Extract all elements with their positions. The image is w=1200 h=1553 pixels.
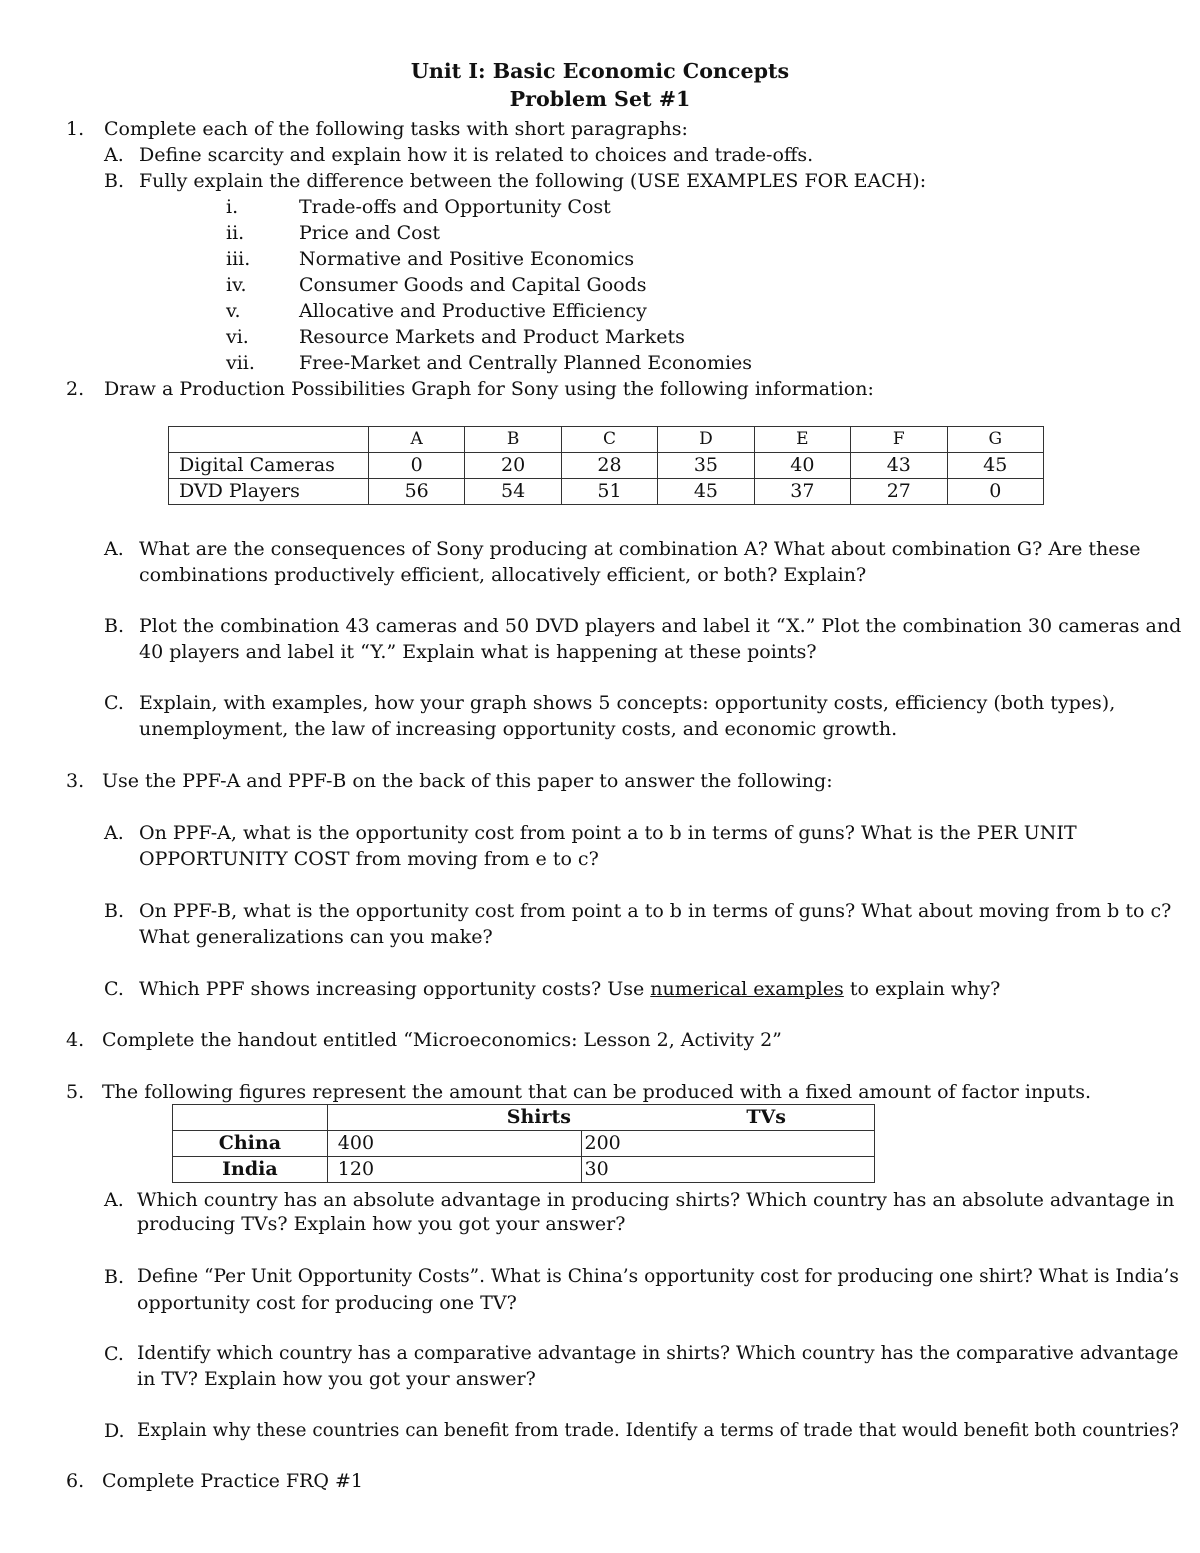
table-header-cell: B [465,427,561,453]
table-header-row [169,427,1044,453]
subpart-text: combinations productively efficient, allocatively efficient, or both? Explain? [139,564,867,586]
table-cell: 27 [851,479,947,505]
question-number: 5. [66,1081,85,1103]
question-number: 3. [66,770,85,792]
subpart-text: Define scarcity and explain how it is related to choices and trade-offs. [139,144,814,166]
question-text: Complete Practice FRQ #1 [102,1470,363,1492]
row-label: Digital Cameras [169,453,369,479]
list-item: Normative and Positive Economics [299,248,635,270]
subpart-text: On PPF-A, what is the opportunity cost from point a to b in terms of guns? What is the PER UNIT [139,822,1077,844]
subpart-text: Identify which country has a comparative advantage in shirts? Which country has the comparative advantage [137,1343,1179,1364]
row-label: DVD Players [169,479,369,505]
subpart-text [139,976,1000,1002]
production-table [172,1104,875,1183]
table-cell: 45 [658,479,754,505]
subpart-label: A. [104,538,124,560]
list-item: Price and Cost [299,222,440,244]
table-cell: 30 [581,1157,875,1183]
subpart-label: B. [104,900,125,922]
table-cell: 200 [581,1131,875,1157]
subpart-text-end: to explain why? [843,978,1001,1000]
subpart-text: What generalizations can you make? [139,926,493,948]
table-header-cell [169,427,369,453]
table-header-cell: E [754,427,850,453]
list-item-number: vi. [226,326,249,348]
table-header-cell: A [368,427,464,453]
question-number: 1. [66,118,85,140]
table-header-cell: TVs [581,1105,875,1131]
table-row [169,479,1044,505]
table-cell: 35 [658,453,754,479]
question-text: Use the PPF-A and PPF-B on the back of this paper to answer the following: [102,770,833,792]
subpart-text: Plot the combination 43 cameras and 50 DVD players and label it “X.” Plot the combination 30 cameras and [139,615,1182,637]
subpart-label: D. [104,1420,125,1442]
table-row [173,1131,875,1157]
subpart-text: What are the consequences of Sony producing at combination A? What about combination G? Are these [139,538,1141,560]
subpart-text: in TV? Explain how you got your answer? [137,1368,536,1390]
subpart-label: C. [104,978,124,1000]
table-cell: 28 [561,453,657,479]
subpart-text: producing TVs? Explain how you got your answer? [137,1213,626,1235]
subpart-text: unemployment, the law of increasing opportunity costs, and economic growth. [139,718,898,740]
underlined-phrase: numerical examples [650,978,844,1000]
list-item-number: i. [226,196,239,218]
subpart-text-start: Which PPF shows increasing opportunity costs? Use [139,978,651,1000]
table-row [169,453,1044,479]
page-subtitle: Problem Set #1 [509,87,691,111]
table-header-cell [173,1105,328,1131]
table-cell: 37 [754,479,850,505]
subpart-text: On PPF-B, what is the opportunity cost from point a to b in terms of guns? What about moving from b to c? [139,900,1172,922]
subpart-label: C. [104,1343,124,1365]
subpart-text: Fully explain the difference between the following (USE EXAMPLES FOR EACH): [139,170,927,192]
list-item-number: vii. [226,352,255,374]
list-item-number: v. [226,300,241,322]
table-cell: 40 [754,453,850,479]
subpart-text: Define “Per Unit Opportunity Costs”. What is China’s opportunity cost for producing one shirt? What is India’s [137,1266,1179,1287]
table-header-cell: Shirts [327,1105,581,1131]
country-cell: India [173,1157,328,1183]
table-header-row [173,1105,875,1131]
subpart-label: A. [104,822,124,844]
subpart-label: B. [104,1266,125,1288]
subpart-text: opportunity cost for producing one TV? [137,1292,517,1314]
list-item: Allocative and Productive Efficiency [299,300,647,322]
table-header-cell: D [658,427,754,453]
question-number: 4. [66,1029,85,1051]
subpart-label: B. [104,170,125,192]
question-text: Complete the handout entitled “Microeconomics: Lesson 2, Activity 2” [102,1029,782,1051]
table-cell: 20 [465,453,561,479]
list-item: Resource Markets and Product Markets [299,326,685,348]
sony-production-table [168,426,1044,505]
page-title: Unit I: Basic Economic Concepts [410,59,790,83]
list-item-number: iii. [226,248,251,270]
table-cell: 54 [465,479,561,505]
subpart-label: A. [104,144,124,166]
question-number: 2. [66,378,85,400]
table-cell: 0 [947,479,1044,505]
table-cell: 43 [851,453,947,479]
table-cell: 56 [368,479,464,505]
table-header-cell: C [561,427,657,453]
table-row [173,1157,875,1183]
table-cell: 45 [947,453,1044,479]
subpart-label: A. [104,1189,124,1211]
list-item: Consumer Goods and Capital Goods [299,274,647,296]
list-item: Trade-offs and Opportunity Cost [299,196,611,218]
question-text: Draw a Production Possibilities Graph for Sony using the following information: [104,378,874,400]
question-text: Complete each of the following tasks with short paragraphs: [104,118,688,140]
question-text: The following figures represent the amount that can be produced with a fixed amount of factor inputs. [102,1081,1092,1103]
table-cell: 120 [327,1157,581,1183]
subpart-label: C. [104,692,124,714]
table-header-cell: F [851,427,947,453]
list-item-number: ii. [226,222,245,244]
table-header-cell: G [947,427,1044,453]
subpart-text: Explain why these countries can benefit from trade. Identify a terms of trade that would benefit both countries? [137,1420,1179,1441]
question-number: 6. [66,1470,85,1492]
subpart-text: 40 players and label it “Y.” Explain what is happening at these points? [139,641,817,663]
table-cell: 0 [368,453,464,479]
subpart-text: Which country has an absolute advantage in producing shirts? Which country has an absolute advantage in [137,1189,1175,1211]
table-cell: 51 [561,479,657,505]
subpart-label: B. [104,615,125,637]
subpart-text: Explain, with examples, how your graph shows 5 concepts: opportunity costs, efficiency (both types), [139,692,1116,714]
list-item: Free-Market and Centrally Planned Economies [299,352,753,374]
list-item-number: iv. [226,274,247,296]
table-cell: 400 [327,1131,581,1157]
country-cell: China [173,1131,328,1157]
subpart-text: OPPORTUNITY COST from moving from e to c? [139,848,599,870]
